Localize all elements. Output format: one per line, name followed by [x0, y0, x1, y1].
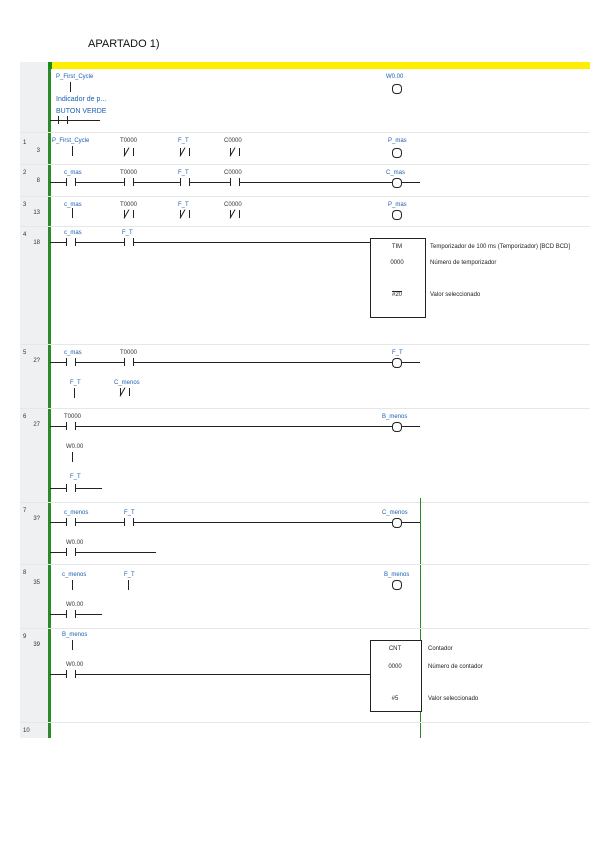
contact-no[interactable]	[66, 484, 76, 492]
contact-no[interactable]	[66, 178, 76, 186]
contact-label: F_T	[124, 510, 135, 516]
rung-divider	[20, 344, 590, 345]
rung-line	[50, 362, 420, 363]
contact-label: C0000	[224, 202, 242, 208]
contact-nc[interactable]	[120, 388, 130, 396]
rung-marker	[48, 62, 52, 69]
indicator-label: Indicador de p...	[56, 96, 107, 103]
contact-label: B_menos	[62, 632, 88, 638]
rung-number: 4	[23, 232, 27, 238]
contact-label: W0.00	[66, 444, 84, 450]
counter-name: CNT	[388, 646, 402, 652]
timer-block[interactable]	[370, 238, 426, 318]
rung-number: 3	[23, 202, 27, 208]
contact-label: F_T	[70, 380, 81, 386]
output-coil[interactable]	[392, 84, 402, 92]
contact-nc[interactable]	[230, 148, 240, 156]
contact-no[interactable]	[124, 358, 134, 366]
contact-label: F_T	[124, 572, 135, 578]
contact-no[interactable]	[180, 178, 190, 186]
contact-label: T0000	[120, 202, 138, 208]
contact-no[interactable]	[72, 580, 73, 590]
output-coil[interactable]	[392, 580, 402, 588]
contact-label: F_T	[178, 202, 189, 208]
contact-no[interactable]	[58, 116, 68, 124]
selection-highlight-bar	[51, 62, 590, 69]
contact-no[interactable]	[66, 548, 76, 556]
contact-label: T0000	[120, 170, 138, 176]
counter-number-description: Número de contador	[428, 664, 483, 670]
contact-no[interactable]	[72, 452, 73, 462]
contact-label: F_T	[178, 138, 189, 144]
contact-nc[interactable]	[124, 210, 134, 218]
counter-preset: #5	[391, 696, 399, 702]
contact-label: W0.00	[66, 662, 84, 668]
output-coil[interactable]	[392, 422, 402, 430]
contact-no[interactable]	[66, 610, 76, 618]
rung-divider	[20, 722, 590, 723]
rung-line	[50, 426, 420, 427]
rung-number: 5	[23, 350, 27, 356]
rung-divider	[20, 564, 590, 565]
coil-label: W0.00	[386, 74, 404, 80]
rung-line	[50, 522, 420, 523]
contact-no[interactable]	[230, 178, 240, 186]
contact-label: W0.00	[66, 540, 84, 546]
rung-address: 18	[33, 240, 40, 246]
contact-label: W0.00	[66, 602, 84, 608]
rung-divider	[20, 196, 590, 197]
coil-label: B_menos	[382, 414, 408, 420]
contact-no[interactable]	[66, 238, 76, 246]
contact-nc[interactable]	[124, 148, 134, 156]
button-label: BUTON VERDE	[56, 108, 107, 115]
contact-no[interactable]	[124, 518, 134, 526]
rung-address: 2?	[33, 358, 40, 364]
contact-label: T0000	[120, 350, 138, 356]
contact-no[interactable]	[124, 178, 134, 186]
output-coil[interactable]	[392, 358, 402, 366]
contact-label: C_menos	[114, 380, 140, 386]
contact-label: F_T	[178, 170, 189, 176]
contact-label: c_mas	[64, 202, 82, 208]
rung-number: 10	[23, 728, 30, 734]
contact-label: c_menos	[64, 510, 89, 516]
contact-label: P_First_Cycle	[52, 138, 90, 144]
contact-label: c_mas	[64, 170, 82, 176]
timer-name: TIM	[391, 244, 403, 250]
contact-no[interactable]	[74, 388, 75, 398]
rung-address: 13	[33, 210, 40, 216]
coil-label: C_menos	[382, 510, 408, 516]
timer-preset-description: Valor seleccionado	[430, 292, 481, 298]
output-coil[interactable]	[392, 518, 402, 526]
contact-label: C0000	[224, 138, 242, 144]
rung-number: 8	[23, 570, 27, 576]
rung-number: 2	[23, 170, 27, 176]
rung-number: 1	[23, 140, 27, 146]
output-coil[interactable]	[392, 178, 402, 186]
contact-label: T0000	[120, 138, 138, 144]
timer-type-description: Temporizador de 100 ms (Temporizador) [BCD BCD]	[430, 244, 571, 250]
rung-divider	[20, 628, 590, 629]
rung-line	[50, 614, 102, 615]
rung-divider	[20, 164, 590, 165]
rung-divider	[20, 132, 590, 133]
page-title: APARTADO 1)	[88, 38, 160, 50]
contact-no[interactable]	[66, 358, 76, 366]
contact-no[interactable]	[128, 580, 129, 590]
rung-line	[50, 488, 102, 489]
output-coil[interactable]	[392, 210, 402, 218]
contact-nc[interactable]	[180, 148, 190, 156]
rung-address: 3?	[33, 516, 40, 522]
contact-no[interactable]	[66, 518, 76, 526]
rung-address: 8	[36, 178, 40, 184]
coil-label: F_T	[392, 350, 403, 356]
contact-label: C0000	[224, 170, 242, 176]
rung-address: 35	[33, 580, 40, 586]
counter-preset-description: Valor seleccionado	[428, 696, 479, 702]
rung-divider	[20, 502, 590, 503]
rung-line	[50, 674, 370, 675]
counter-type-description: Contador	[428, 646, 453, 652]
coil-label: C_mas	[386, 170, 406, 176]
contact-no[interactable]	[70, 82, 71, 92]
coil-label: B_menos	[384, 572, 410, 578]
contact-label: P_First_Cycle	[56, 74, 94, 80]
rung-divider	[20, 408, 590, 409]
contact-label: F_T	[70, 474, 81, 480]
rung-number: 7	[23, 508, 27, 514]
rung-number: 6	[23, 414, 27, 420]
contact-no[interactable]	[66, 422, 76, 430]
counter-number: 0000	[388, 664, 402, 670]
contact-no[interactable]	[66, 670, 76, 678]
rung-address: 27	[33, 422, 40, 428]
ladder-diagram	[20, 62, 590, 738]
contact-no[interactable]	[124, 238, 134, 246]
timer-preset: #20	[391, 292, 402, 298]
contact-label: c_mas	[64, 350, 82, 356]
contact-label: F_T	[122, 230, 133, 236]
contact-no[interactable]	[72, 146, 73, 156]
rung-number: 9	[23, 634, 27, 640]
contact-nc[interactable]	[230, 210, 240, 218]
contact-label: T0000	[64, 414, 82, 420]
contact-label: c_menos	[62, 572, 87, 578]
timer-number: 0000	[390, 260, 404, 266]
rung-line	[50, 242, 370, 243]
contact-no[interactable]	[72, 640, 73, 650]
rung-address: 3	[36, 148, 40, 154]
rung-address: 39	[33, 642, 40, 648]
coil-label: P_mas	[388, 138, 407, 144]
output-coil[interactable]	[392, 148, 402, 156]
contact-no[interactable]	[72, 208, 73, 218]
contact-nc[interactable]	[180, 210, 190, 218]
contact-label: c_mas	[64, 230, 82, 236]
timer-number-description: Número de temporizador	[430, 260, 497, 266]
rung-divider	[20, 226, 590, 227]
coil-label: P_mas	[388, 202, 407, 208]
